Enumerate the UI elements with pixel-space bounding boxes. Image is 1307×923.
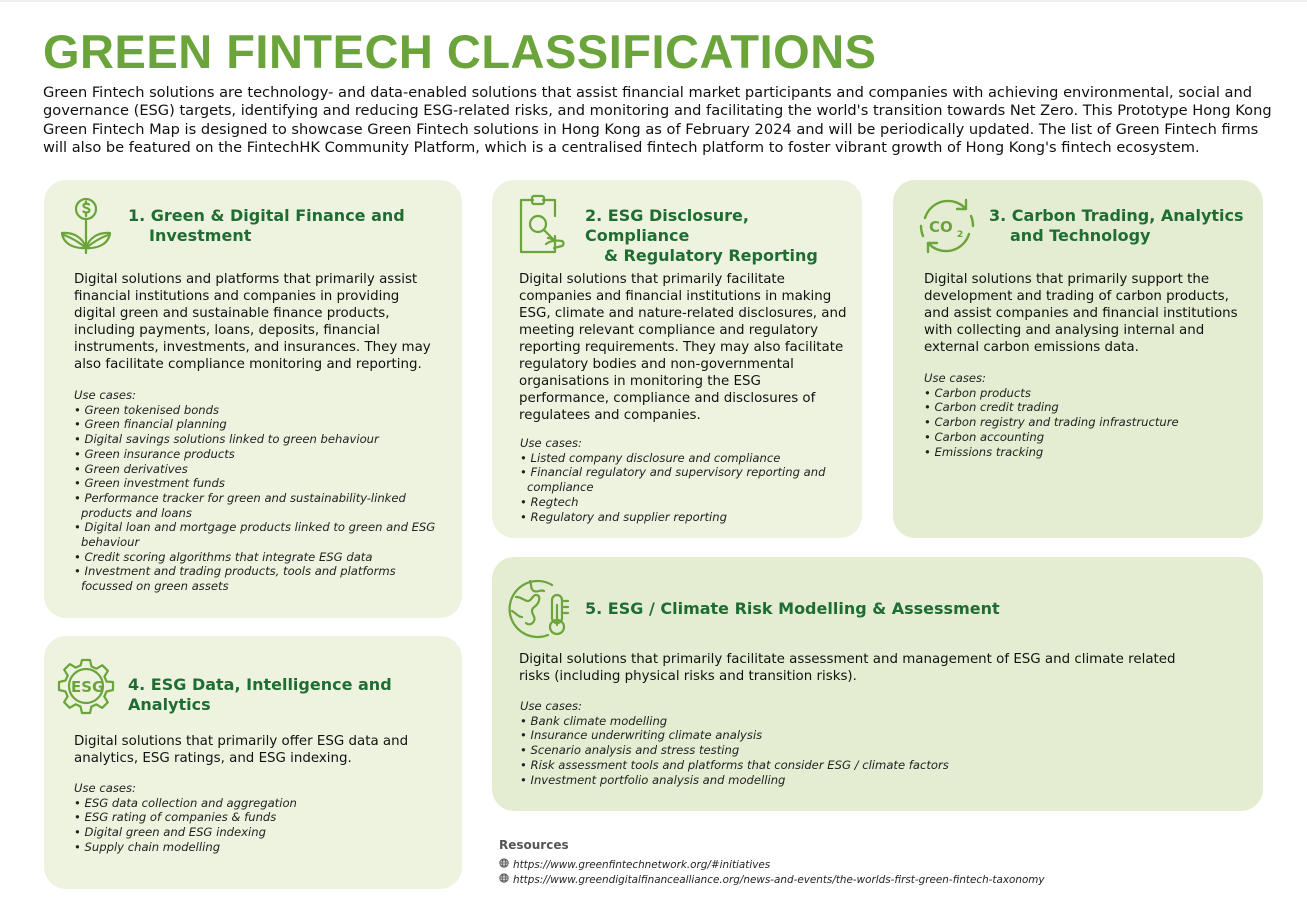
card-description: Digital solutions that primarily facilitate companies and financial institutions in making ESG, climate and nature-related disclosures, and meeting relevant compliance and regulatory reporting requirements. They may also facilitate regulatory bodies and non-governmental organisations in monitoring the ESG performance, compliance and disclosures of regulatees and companies. — [519, 272, 847, 423]
list-item: • Carbon registry and trading infrastructure — [924, 415, 1244, 430]
card-description: Digital solutions that primarily support the development and trading of carbon products, and assist companies and financial institutions with collecting and analysing internal and external carbon emissions data. — [924, 272, 1238, 355]
card-carbon-trading — [893, 180, 1263, 538]
clipboard-magnifier-icon — [516, 194, 570, 260]
list-item: • Carbon credit trading — [924, 400, 1244, 415]
use-cases — [74, 388, 444, 594]
use-cases-label: Use cases: — [74, 781, 136, 795]
card-title: 5. ESG / Climate Risk Modelling & Assessment — [585, 599, 1000, 618]
use-cases — [924, 371, 1244, 459]
card-esg-disclosure — [492, 180, 862, 538]
list-item: • Listed company disclosure and compliance — [520, 451, 830, 466]
resource-link-text[interactable]: https://www.greendigitalfinancealliance.org/news-and-events/the-worlds-first-green-fintech-taxonomy — [513, 874, 1045, 886]
resource-link[interactable] — [499, 873, 1045, 888]
resources-title: Resources — [499, 838, 569, 852]
globe-icon — [499, 873, 509, 888]
list-item: • Risk assessment tools and platforms that consider ESG / climate factors — [520, 758, 1120, 773]
resources-list — [499, 858, 1045, 888]
svg-text:ESG: ESG — [71, 678, 105, 696]
list-item: • Regtech — [520, 495, 830, 510]
list-item: • Bank climate modelling — [520, 714, 1120, 729]
list-item: • Credit scoring algorithms that integrate ESG data — [74, 550, 444, 565]
plant-dollar-icon — [58, 196, 114, 260]
resource-link-text[interactable]: https://www.greenfintechnetwork.org/#initiatives — [513, 859, 771, 871]
list-item: • Emissions tracking — [924, 445, 1244, 460]
use-cases-label: Use cases: — [74, 388, 136, 402]
list-item: • Green investment funds — [74, 476, 444, 491]
card-description: Digital solutions that primarily facilitate assessment and management of ESG and climate related risks (including physical risks and transition risks). — [519, 652, 1176, 684]
list-item: • Green tokenised bonds — [74, 403, 444, 418]
co2-cycle-icon — [915, 194, 979, 262]
card-climate-risk — [492, 557, 1263, 811]
top-divider — [0, 0, 1307, 2]
list-item: • Green financial planning — [74, 417, 444, 432]
use-cases — [520, 436, 830, 524]
list-item: • Carbon accounting — [924, 430, 1244, 445]
list-item: • Green insurance products — [74, 447, 444, 462]
esg-gear-icon — [56, 656, 116, 720]
list-item: • Carbon products — [924, 386, 1244, 401]
svg-text:2: 2 — [957, 230, 964, 240]
list-item: • Insurance underwriting climate analysis — [520, 728, 1120, 743]
list-item: • Scenario analysis and stress testing — [520, 743, 1120, 758]
globe-icon — [499, 858, 509, 873]
use-cases-label: Use cases: — [520, 699, 582, 713]
svg-text:CO: CO — [929, 218, 953, 236]
card-title: 2. ESG Disclosure, Compliance & Regulatory Reporting — [585, 206, 818, 265]
list-item: • Green derivatives — [74, 462, 444, 477]
card-title: 4. ESG Data, Intelligence and Analytics — [128, 675, 392, 714]
card-description: Digital solutions and platforms that primarily assist financial institutions and companies in providing digital green and sustainable finance products, including payments, loans, deposits, financial instruments, investments, and insurances. They may also facilitate compliance monitoring and reporting. — [74, 272, 431, 372]
list-item: • Financial regulatory and supervisory reporting and compliance — [520, 465, 830, 494]
resource-link[interactable] — [499, 858, 1045, 873]
card-esg-data — [44, 636, 462, 889]
use-cases — [520, 699, 1120, 787]
use-cases-label: Use cases: — [924, 371, 986, 385]
globe-thermometer-icon — [508, 575, 572, 643]
list-item: • Supply chain modelling — [74, 840, 414, 855]
list-item: • Digital savings solutions linked to green behaviour — [74, 432, 444, 447]
list-item: • Performance tracker for green and sustainability-linked products and loans — [74, 491, 444, 520]
list-item: • Investment portfolio analysis and modelling — [520, 773, 1120, 788]
list-item: • Digital green and ESG indexing — [74, 825, 414, 840]
use-cases-label: Use cases: — [520, 436, 582, 450]
intro-paragraph: Green Fintech solutions are technology- and data-enabled solutions that assist financial market participants and companies with achieving environmental, social and governance (ESG) targets, identifying and reducing ESG-related risks, and monitoring and facilitating the world's transition towards Net Zero. This Prototype Hong Kong Green Fintech Map is designed to showcase Green Fintech solutions in Hong Kong as of February 2024 and will be periodically updated. The list of Green Fintech firms will also be featured on the FintechHK Community Platform, which is a centralised fintech platform to foster vibrant growth of Hong Kong's fintech ecosystem. — [43, 84, 1272, 156]
list-item: • Regulatory and supplier reporting — [520, 510, 830, 525]
card-description: Digital solutions that primarily offer ESG data and analytics, ESG ratings, and ESG indexing. — [74, 734, 409, 766]
card-title: 1. Green & Digital Finance and Investment — [128, 206, 405, 245]
page-title: GREEN FINTECH CLASSIFICATIONS — [43, 25, 877, 78]
card-green-digital-finance — [44, 180, 462, 618]
use-cases — [74, 781, 414, 855]
card-title: 3. Carbon Trading, Analytics and Technology — [989, 206, 1244, 245]
list-item: • ESG data collection and aggregation — [74, 796, 414, 811]
list-item: • Digital loan and mortgage products linked to green and ESG behaviour — [74, 520, 444, 549]
list-item: • Investment and trading products, tools and platforms focussed on green assets — [74, 564, 444, 593]
list-item: • ESG rating of companies & funds — [74, 810, 414, 825]
